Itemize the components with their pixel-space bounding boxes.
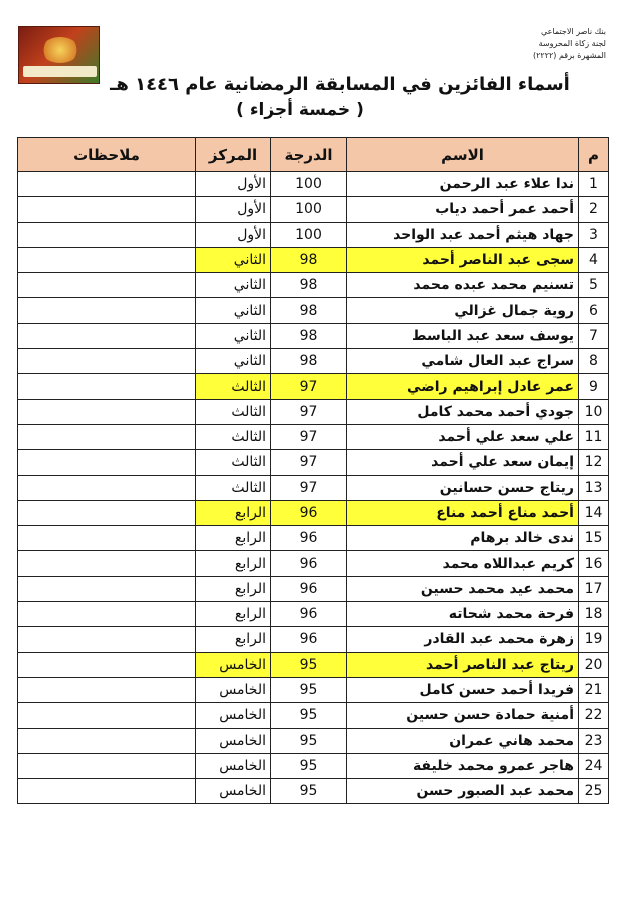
organization-header bbox=[456, 26, 606, 62]
row-notes bbox=[18, 374, 196, 399]
org-line-3: المشهرة برقم (٢٢٢٢) bbox=[532, 51, 606, 60]
row-notes bbox=[18, 349, 196, 374]
row-grade: 97 bbox=[271, 450, 347, 475]
row-name: أحمد مناع أحمد مناع bbox=[347, 500, 579, 525]
table-row bbox=[18, 323, 609, 348]
row-name: أحمد عمر أحمد دياب bbox=[347, 197, 579, 222]
row-grade: 97 bbox=[271, 374, 347, 399]
row-name: ريتاج حسن حسانين bbox=[347, 475, 579, 500]
row-name: ندا علاء عبد الرحمن bbox=[347, 172, 579, 197]
row-grade: 98 bbox=[271, 247, 347, 272]
table-row bbox=[18, 500, 609, 525]
row-grade: 97 bbox=[271, 424, 347, 449]
row-grade: 98 bbox=[271, 323, 347, 348]
row-notes bbox=[18, 500, 196, 525]
row-number: 1 bbox=[579, 172, 609, 197]
row-grade: 96 bbox=[271, 526, 347, 551]
row-name: ندى خالد برهام bbox=[347, 526, 579, 551]
row-name: عمر عادل إبراهيم راضي bbox=[347, 374, 579, 399]
page-subtitle: ( خمسة أجزاء ) bbox=[236, 100, 364, 120]
table-row bbox=[18, 197, 609, 222]
row-rank: الرابع bbox=[196, 576, 271, 601]
table-row bbox=[18, 374, 609, 399]
row-number: 3 bbox=[579, 222, 609, 247]
row-name: سجى عبد الناصر أحمد bbox=[347, 247, 579, 272]
row-number: 16 bbox=[579, 551, 609, 576]
row-rank: الرابع bbox=[196, 627, 271, 652]
row-notes bbox=[18, 526, 196, 551]
table-row bbox=[18, 222, 609, 247]
row-number: 25 bbox=[579, 779, 609, 804]
row-rank: الثالث bbox=[196, 475, 271, 500]
column-header-name: الاسم bbox=[347, 138, 579, 172]
row-grade: 100 bbox=[271, 172, 347, 197]
row-grade: 100 bbox=[271, 197, 347, 222]
row-number: 13 bbox=[579, 475, 609, 500]
column-header-rank: المركز bbox=[196, 138, 271, 172]
row-number: 7 bbox=[579, 323, 609, 348]
row-name: زهرة محمد عبد القادر bbox=[347, 627, 579, 652]
row-notes bbox=[18, 677, 196, 702]
row-notes bbox=[18, 475, 196, 500]
row-number: 8 bbox=[579, 349, 609, 374]
row-notes bbox=[18, 450, 196, 475]
row-number: 17 bbox=[579, 576, 609, 601]
row-number: 12 bbox=[579, 450, 609, 475]
row-name: محمد هاني عمران bbox=[347, 728, 579, 753]
row-grade: 100 bbox=[271, 222, 347, 247]
row-rank: الثاني bbox=[196, 273, 271, 298]
row-number: 10 bbox=[579, 399, 609, 424]
row-notes bbox=[18, 298, 196, 323]
row-notes bbox=[18, 551, 196, 576]
table-row bbox=[18, 677, 609, 702]
row-name: محمد عيد محمد حسين bbox=[347, 576, 579, 601]
table-row bbox=[18, 576, 609, 601]
row-grade: 96 bbox=[271, 576, 347, 601]
row-rank: الرابع bbox=[196, 551, 271, 576]
row-name: علي سعد علي أحمد bbox=[347, 424, 579, 449]
row-grade: 95 bbox=[271, 677, 347, 702]
org-line-2: لجنة زكاة المحروسة bbox=[538, 39, 606, 48]
table-row bbox=[18, 753, 609, 778]
row-grade: 98 bbox=[271, 273, 347, 298]
table-row bbox=[18, 399, 609, 424]
row-notes bbox=[18, 703, 196, 728]
row-number: 15 bbox=[579, 526, 609, 551]
row-number: 20 bbox=[579, 652, 609, 677]
row-rank: الأول bbox=[196, 172, 271, 197]
org-line-1: بنك ناصر الاجتماعي bbox=[541, 27, 606, 36]
row-notes bbox=[18, 222, 196, 247]
row-grade: 98 bbox=[271, 298, 347, 323]
row-rank: الثاني bbox=[196, 298, 271, 323]
row-rank: الخامس bbox=[196, 703, 271, 728]
row-number: 14 bbox=[579, 500, 609, 525]
row-notes bbox=[18, 247, 196, 272]
row-grade: 95 bbox=[271, 779, 347, 804]
row-rank: الثالث bbox=[196, 399, 271, 424]
row-name: جودي أحمد محمد كامل bbox=[347, 399, 579, 424]
row-name: يوسف سعد عبد الباسط bbox=[347, 323, 579, 348]
row-grade: 97 bbox=[271, 475, 347, 500]
row-notes bbox=[18, 399, 196, 424]
row-notes bbox=[18, 779, 196, 804]
table-row bbox=[18, 728, 609, 753]
column-header-grade: الدرجة bbox=[271, 138, 347, 172]
row-number: 19 bbox=[579, 627, 609, 652]
row-name: هاجر عمرو محمد خليفة bbox=[347, 753, 579, 778]
row-rank: الثاني bbox=[196, 349, 271, 374]
table-row bbox=[18, 298, 609, 323]
row-number: 24 bbox=[579, 753, 609, 778]
row-notes bbox=[18, 424, 196, 449]
row-number: 18 bbox=[579, 602, 609, 627]
row-rank: الثاني bbox=[196, 323, 271, 348]
row-number: 9 bbox=[579, 374, 609, 399]
row-name: روية جمال غزالي bbox=[347, 298, 579, 323]
table-row bbox=[18, 627, 609, 652]
row-name: تسنيم محمد عبده محمد bbox=[347, 273, 579, 298]
table-row bbox=[18, 273, 609, 298]
row-notes bbox=[18, 602, 196, 627]
row-notes bbox=[18, 753, 196, 778]
table-row bbox=[18, 526, 609, 551]
row-notes bbox=[18, 273, 196, 298]
row-rank: الثالث bbox=[196, 424, 271, 449]
row-name: أمنية حمادة حسن حسين bbox=[347, 703, 579, 728]
row-grade: 96 bbox=[271, 627, 347, 652]
winners-table bbox=[17, 137, 609, 804]
row-name: سراج عبد العال شامي bbox=[347, 349, 579, 374]
row-rank: الثالث bbox=[196, 374, 271, 399]
row-number: 21 bbox=[579, 677, 609, 702]
row-rank: الخامس bbox=[196, 728, 271, 753]
table-row bbox=[18, 247, 609, 272]
organization-logo bbox=[18, 26, 100, 84]
row-grade: 96 bbox=[271, 500, 347, 525]
row-notes bbox=[18, 576, 196, 601]
table-row bbox=[18, 424, 609, 449]
row-number: 11 bbox=[579, 424, 609, 449]
table-row bbox=[18, 475, 609, 500]
row-number: 23 bbox=[579, 728, 609, 753]
row-grade: 97 bbox=[271, 399, 347, 424]
table-row bbox=[18, 652, 609, 677]
row-grade: 96 bbox=[271, 602, 347, 627]
row-rank: الرابع bbox=[196, 526, 271, 551]
logo-emblem bbox=[41, 37, 79, 63]
logo-banner bbox=[23, 66, 97, 77]
row-notes bbox=[18, 197, 196, 222]
table-row bbox=[18, 172, 609, 197]
row-grade: 95 bbox=[271, 728, 347, 753]
row-rank: الخامس bbox=[196, 677, 271, 702]
row-number: 2 bbox=[579, 197, 609, 222]
row-rank: الأول bbox=[196, 222, 271, 247]
column-header-notes: ملاحظات bbox=[18, 138, 196, 172]
row-name: جهاد هيثم أحمد عبد الواحد bbox=[347, 222, 579, 247]
row-notes bbox=[18, 652, 196, 677]
row-name: فرحة محمد شحاته bbox=[347, 602, 579, 627]
table-row bbox=[18, 779, 609, 804]
column-header-number: م bbox=[579, 138, 609, 172]
table-row bbox=[18, 450, 609, 475]
table-row bbox=[18, 602, 609, 627]
row-rank: الخامس bbox=[196, 652, 271, 677]
row-rank: الخامس bbox=[196, 753, 271, 778]
row-notes bbox=[18, 728, 196, 753]
row-grade: 96 bbox=[271, 551, 347, 576]
row-grade: 95 bbox=[271, 753, 347, 778]
row-grade: 95 bbox=[271, 652, 347, 677]
row-rank: الثالث bbox=[196, 450, 271, 475]
page-title: أسماء الفائزين في المسابقة الرمضانية عام ١٤٤٦ هـ bbox=[110, 74, 570, 95]
table-row bbox=[18, 349, 609, 374]
row-rank: الرابع bbox=[196, 602, 271, 627]
row-rank: الأول bbox=[196, 197, 271, 222]
table-row bbox=[18, 551, 609, 576]
row-name: إيمان سعد علي أحمد bbox=[347, 450, 579, 475]
row-rank: الخامس bbox=[196, 779, 271, 804]
row-rank: الرابع bbox=[196, 500, 271, 525]
row-name: فريدا أحمد حسن كامل bbox=[347, 677, 579, 702]
table-row bbox=[18, 703, 609, 728]
row-name: كريم عبداللاه محمد bbox=[347, 551, 579, 576]
row-number: 6 bbox=[579, 298, 609, 323]
row-number: 4 bbox=[579, 247, 609, 272]
row-notes bbox=[18, 172, 196, 197]
row-number: 5 bbox=[579, 273, 609, 298]
row-rank: الثاني bbox=[196, 247, 271, 272]
row-notes bbox=[18, 323, 196, 348]
row-grade: 98 bbox=[271, 349, 347, 374]
table-body bbox=[18, 172, 609, 804]
row-name: ريتاج عبد الناصر أحمد bbox=[347, 652, 579, 677]
row-name: محمد عبد الصبور حسن bbox=[347, 779, 579, 804]
row-notes bbox=[18, 627, 196, 652]
table-header-row bbox=[18, 138, 609, 172]
row-number: 22 bbox=[579, 703, 609, 728]
row-grade: 95 bbox=[271, 703, 347, 728]
